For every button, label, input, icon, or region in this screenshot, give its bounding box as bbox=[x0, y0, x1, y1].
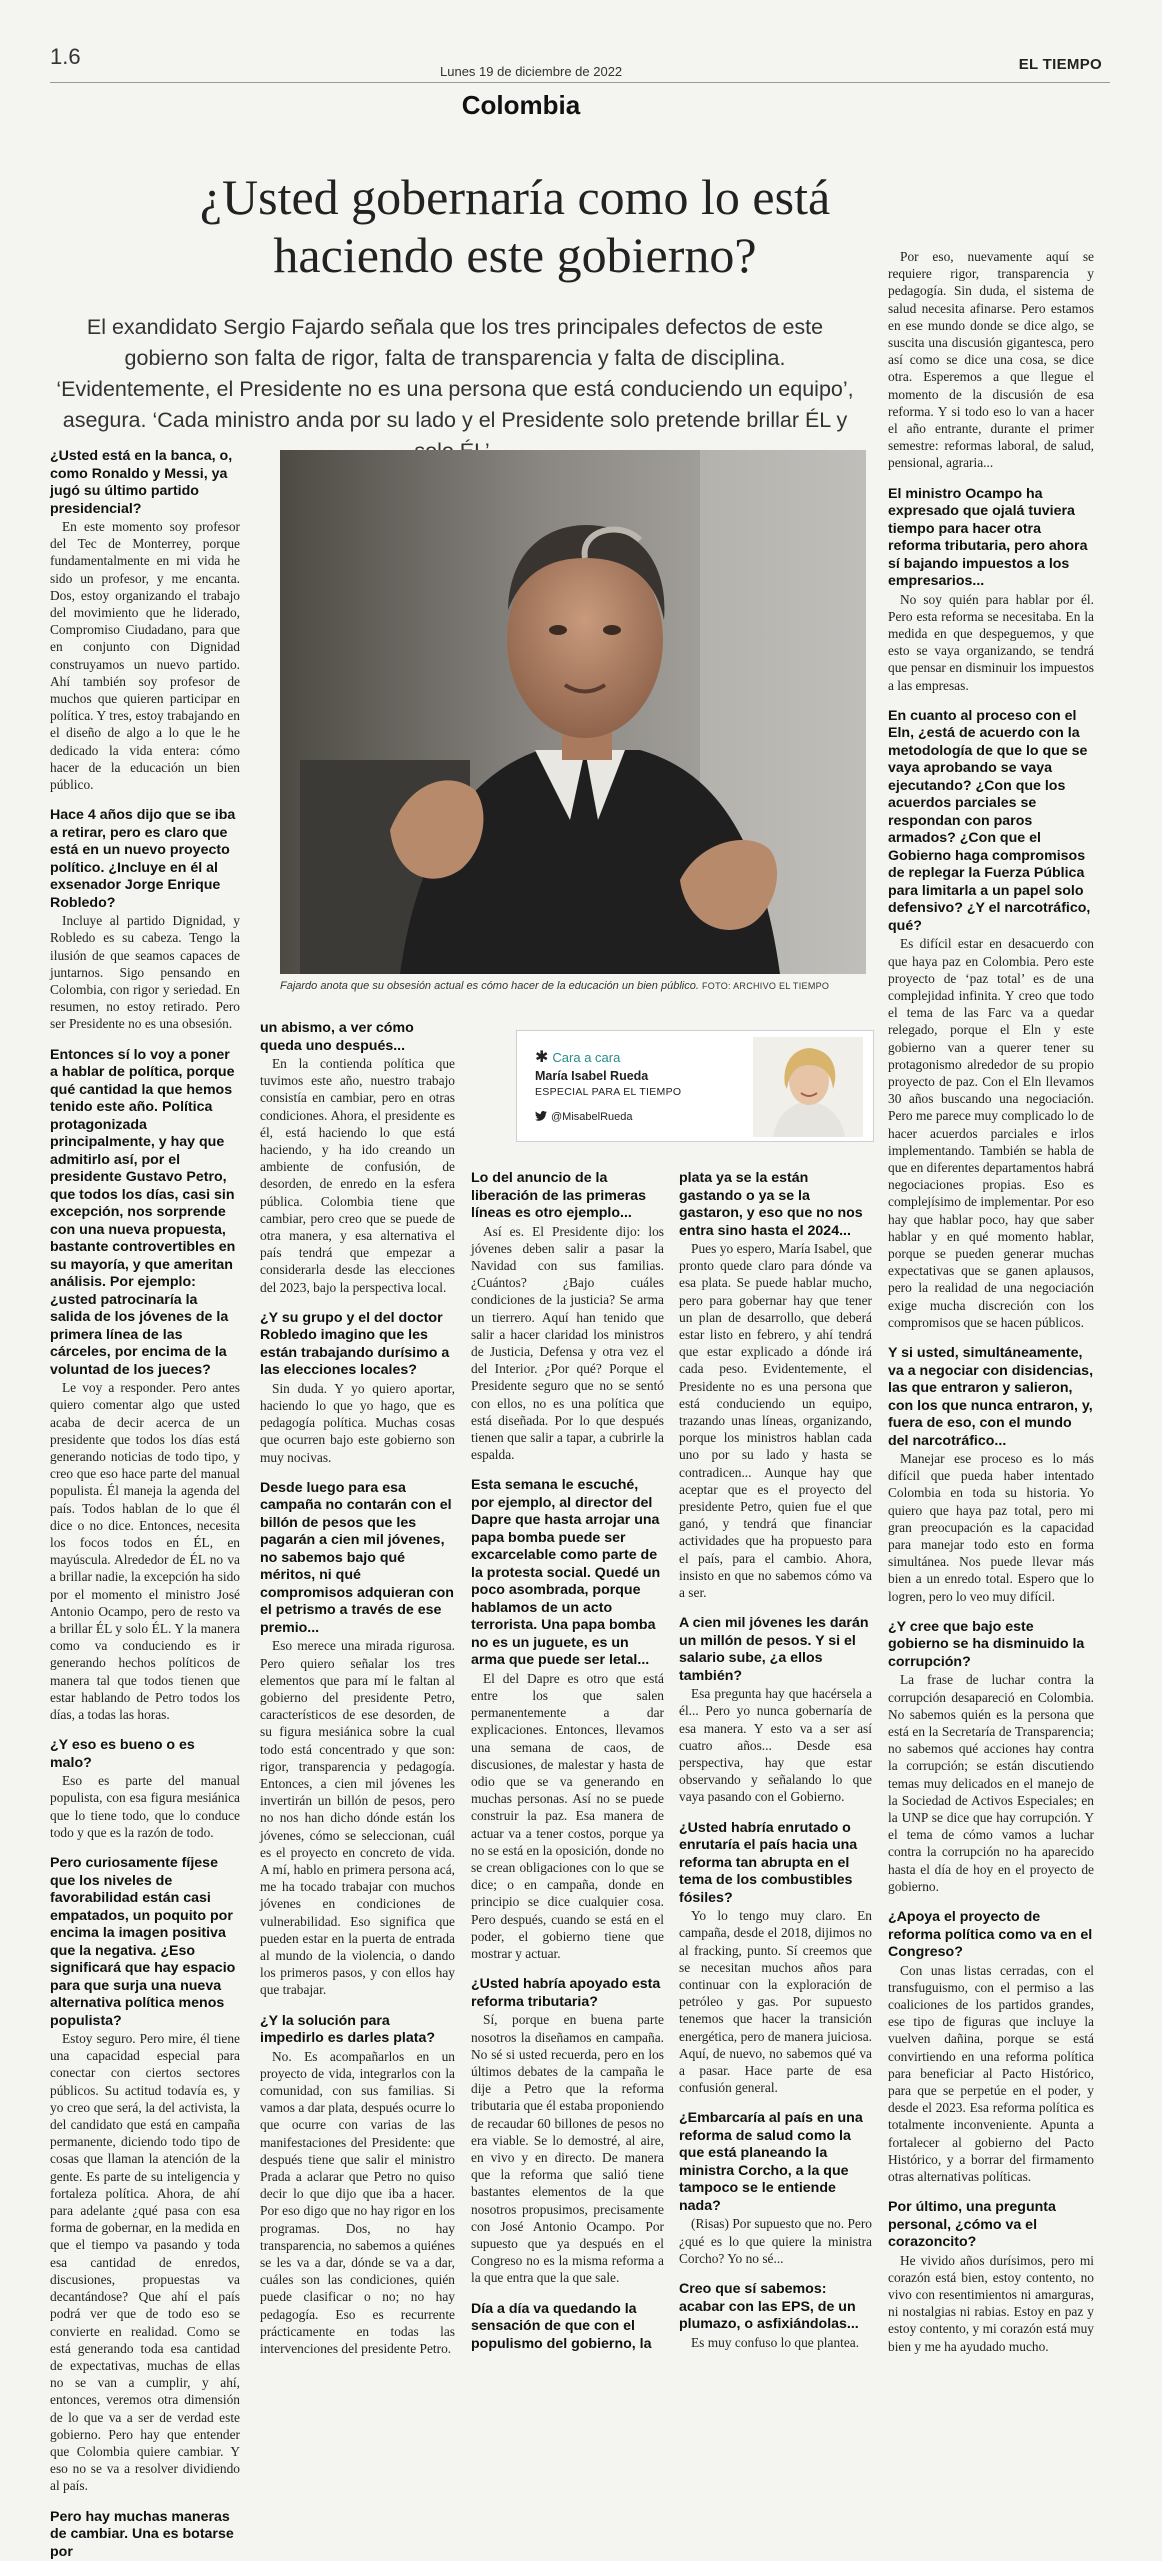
interview-answer: Sin duda. Y yo quiero aportar, haciendo lo que yo hago, que es pedagogía política. Muchas cosas que ocurren bajo este gobierno son muy nocivas. bbox=[260, 1380, 455, 1465]
interview-question: Desde luego para esa campaña no contarán con el billón de pesos que les pagarán a cien mil jóvenes, no sabemos bajo qué méritos, ni qué compromisos adquieran con el petrismo a través de ese premio... bbox=[260, 1479, 454, 1636]
author-name: María Isabel Rueda bbox=[535, 1069, 649, 1083]
interview-answer: El del Dapre es otro que está entre los que salen permanentemente a dar explicaciones. Entonces, llevamos una semana de caos, de discusiones, de malestar y hasta de odio que se va generando en muchas personas. Así no se puede construir la paz. Esa manera de actuar va a tener costos, porque ya no se está en la oposición, donde no se crean obligaciones con lo que se dice; o en campaña, donde en principio se dice cualquier cosa. Pero después, cuando se está en el poder, el gobierno tiene que mostrar y actuar. bbox=[471, 1670, 664, 1962]
interview-question: Pero curiosamente fíjese que los niveles de favorabilidad están casi empatados, un poquito por encima la imagen positiva que la negativa. ¿Eso significará que hay espacio para que surja una nueva alternativa política menos populista? bbox=[50, 1855, 236, 2029]
interview-question: ¿Y su grupo y el del doctor Robledo imagino que les están trabajando durísimo a las elecciones locales? bbox=[260, 1309, 450, 1379]
interview-answer: Por eso, nuevamente aquí se requiere rigor, transparencia y pedagogía. Sin duda, el sistema de salud necesita afinarse. Pero estamos en ese mundo donde se dice algo, se suscita una discusión gigantesca, pero así como se dice una cosa, se dice otra. Esperemos a que llegue el momento de la discusión de esa reforma. Y si todo eso lo van a hacer el año entrante, durante el primer semestre: reformas laboral, de salud, pensional, agraria... bbox=[888, 249, 1094, 471]
photo-caption bbox=[280, 980, 866, 992]
interview-answer: En este momento soy profesor del Tec de Monterrey, porque fundamentalmente en mi vida he sido un profesor, y me encanta. Dos, estoy organizando el trabajo del movimiento que he liderado, Compromiso Ciudadano, para que en conjunto con Dignidad construyamos un nuevo partido. Ahí también soy profesor de muchos que quieren participar en política. Y tres, estoy trabajando en el diseño de algo a lo que le he dedicado la vida entera: cómo hacer de la educación un bien público. bbox=[50, 519, 240, 793]
author-role: ESPECIAL PARA EL TIEMPO bbox=[535, 1086, 682, 1098]
interview-answer: No soy quién para hablar por él. Pero esta reforma se necesitaba. En la medida en que despeguemos, y que esto se vaya organizando, se tendrá que pensar en disminuir los impuestos a las empresas. bbox=[888, 591, 1094, 693]
newspaper-name: EL TIEMPO bbox=[1018, 56, 1102, 73]
column-3 bbox=[471, 1170, 664, 2353]
interview-question: Día a día va quedando la sensación de que con el populismo del gobierno, la bbox=[471, 2300, 652, 2352]
twitter-icon bbox=[535, 1111, 547, 1121]
caption-text: Fajardo anota que su obsesión actual es cómo hacer de la educación un bien público. bbox=[280, 980, 699, 992]
interview-question: Creo que sí sabemos: acabar con las EPS, de un plumazo, o asfixiándolas... bbox=[679, 2281, 859, 2333]
interview-question: ¿Usted habría apoyado esta reforma tributaria? bbox=[471, 1976, 661, 2010]
interview-answer: En la contienda política que tuvimos este año, nuestro trabajo consistía en cambiar, pero en otras condiciones. Ahora, el presidente es él, está haciendo lo que está haciendo, y ha ido creando un ambiente de confusión, de desorden, de enredo en la esfera pública. Colombia tiene que cambiar, pero creo que se puede de otra manera, y esa alternativa el país tendrá que empezar a considerarla desde las elecciones del 2023, bajo la perspectiva local. bbox=[260, 1056, 455, 1295]
interview-question: ¿Y la solución para impedirlo es darles plata? bbox=[260, 2012, 436, 2047]
author-portrait bbox=[753, 1037, 863, 1137]
interview-answer: (Risas) Por supuesto que no. Pero ¿qué es lo que quiere la ministra Corcho? Yo no sé... bbox=[679, 2216, 872, 2266]
header-rule bbox=[50, 82, 1110, 83]
interview-answer: No. Es acompañarlos en un proyecto de vida, integrarlos con la comunidad, con sus familias. Si vamos a dar plata, después ocurre lo que ocurre con varias de las manifestaciones del Presidente: que después tiene que salir el ministro Prada a aclarar que Petro no quiso decir lo que dijo que iba a hacer. Por eso digo que no hay rigor en los programas. Dos, no hay transparencia, no sabemos a quiénes se les va a dar, dónde se va a dar, cuáles son las condiciones, quién puede clasificar o no; no hay pedagogía. Eso es recurrente prácticamente en todas las intervenciones del presidente Petro. bbox=[260, 2048, 455, 2357]
interview-question: Esta semana le escuché, por ejemplo, al director del Dapre que hasta arrojar una papa bomba puede ser excarcelable como parte de la protesta social. Quedé un poco asombrada, porque hablamos de un acto terrorista. Una papa bomba no es un juguete, es un arma que puede ser letal... bbox=[471, 1477, 661, 1669]
interview-question: ¿Usted está en la banca, o, como Ronaldo y Messi, ya jugó su último partido presidencial? bbox=[50, 448, 233, 517]
handle-text: @MisabelRueda bbox=[551, 1111, 633, 1123]
interview-answer: Estoy seguro. Pero mire, él tiene una capacidad especial para conectar con ciertos sectores públicos. Su actitud todavía es, y yo creo que será, la del activista, la del candidato que está en campaña permanente, diciendo todo tipo de cosas que llaman la atención de la gente. Es parte de su inteligencia y fortaleza política. Ahora, de ahí para adelante ¿qué pasa con esa forma de gobernar, en la medida en que el tiempo va pasando y toda esa cantidad de enredos, discusiones, propuestas va decantándose? Que ahí el país podrá ver que de todo eso se convierte en realidad. Como se está generando toda esa cantidad de expectativas, muchas de ellas no se van a cumplir, y ahí, entonces, veremos otra dimensión de lo que va a ser de verdad este gobierno. Pero hay que entender que Colombia quiere cambiar. Y eso no se va a resolver dividiendo al país. bbox=[50, 2031, 240, 2494]
interview-question: Pero hay muchas maneras de cambiar. Una es botarse por bbox=[50, 2508, 234, 2560]
interview-question: ¿Apoya el proyecto de reforma política como va en el Congreso? bbox=[888, 1909, 1093, 1960]
column-1 bbox=[50, 448, 240, 2561]
interview-answer: Esa pregunta hay que hacérsela a él... Pero yo nunca gobernaría de esa manera. Y esto va a ser así cuatro años... Desde esa perspectiva, hay que estar observando y señalando lo que vaya pasando con el Gobierno. bbox=[679, 1686, 872, 1805]
interview-answer: Manejar ese proceso es lo más difícil que pueda haber intentado Colombia en toda su historia. Yo quiero que haya paz total, pero mi gran preocupación es la capacidad para manejar todo esto en forma simultánea. Nos puede llevar más bien a un enredo total. Espero que lo logren, pero lo veo muy difícil. bbox=[888, 1451, 1094, 1604]
page-number: 1.6 bbox=[50, 44, 81, 69]
interview-answer: Con unas listas cerradas, con el transfuguismo, con el permiso a las coaliciones de los partidos grandes, ese tipo de figuras que incluye la vuelven dañina, porque se está convirtiendo en una reforma política para beneficiar al Pacto Histórico, para que se perpetúe en el poder, y desde el 2023. Esa reforma política es totalmente inconveniente. Apunta a fortalecer al gobierno del Pacto Histórico, y a borrar del firmamento otras alternativas políticas. bbox=[888, 1962, 1094, 2184]
kicker-label: Cara a cara bbox=[552, 1050, 621, 1065]
column-4 bbox=[679, 1170, 872, 2351]
interview-question: Por último, una pregunta personal, ¿cómo va el corazoncito? bbox=[888, 2199, 1056, 2251]
section-title: Colombia bbox=[461, 90, 581, 120]
asterisk-icon: ✱ bbox=[535, 1049, 549, 1066]
column-2 bbox=[260, 1020, 455, 2357]
author-box bbox=[516, 1030, 874, 1142]
interview-question: A cien mil jóvenes les darán un millón de pesos. Y si el salario sube, ¿a ellos también? bbox=[679, 1615, 869, 1684]
date-weekday: Lunes bbox=[440, 64, 476, 79]
headline: ¿Usted gobernaría como lo está haciendo este gobierno? bbox=[199, 169, 831, 283]
interview-question: ¿Usted habría enrutado o enrutaría el país hacia una reforma tan abrupta en el tema de los combustibles fósiles? bbox=[679, 1819, 858, 1906]
interview-answer: Yo lo tengo muy claro. En campaña, desde el 2018, dijimos no al fracking, punto. Sí creemos que se necesitan muchos años para continuar con la exploración de petróleo y gas. Por supuesto tenemos que hacer la transición energética, pero de manera juiciosa. Aquí, de nuevo, no sabemos qué va a pasar. Hace parte de esa confusión general. bbox=[679, 1908, 872, 2096]
interview-answer: He vivido años durísimos, pero mi corazón está bien, estoy contento, no vivo con resentimientos ni amarguras, ni nostalgias ni rabias. Estoy en paz y estoy contento, y mi corazón está muy bien y me ha ayudado mucho. bbox=[888, 2252, 1094, 2354]
interview-question: Entonces sí lo voy a poner a hablar de política, porque qué cantidad la que hemos tenido este año. Política protagonizada principalmente, y hay que admitirlo así, por el presidente Gustavo Petro, que todos los días, casi sin excepción, nos sorprende con una nueva propuesta, bastante controvertibles en su mayoría, y que ameritan análisis. Por ejemplo: ¿usted patrocinaría la salida de los jóvenes de la primera línea de las cárceles, por encima de la voluntad de los jueces? bbox=[50, 1046, 236, 1378]
interview-answer: Sí, porque en buena parte nosotros la diseñamos en campaña. No sé si usted recuerda, pero en los últimos debates de la campaña le dije a Petro que la reforma tributaria que él estaba proponiendo de recaudar 60 billones de pesos no era viable. Se lo demostré, al aire, en vivo y en directo. De manera que la reforma que salió tiene bastantes elementos de la que nosotros propusimos, precisamente con José Antonio Ocampo. Por supuesto que ya después en el Congreso no es la misma reforma a la que entra que la que sale. bbox=[471, 2012, 664, 2286]
interview-question: ¿Embarcaría al país en una reforma de salud como la que está planeando la ministra Corcho, a la que tampoco se le entiende nada? bbox=[679, 2110, 863, 2214]
interview-answer: Eso merece una mirada rigurosa. Pero quiero señalar los tres elementos que para mí le faltan al gobierno del presidente Petro, característicos de ese desorden, de su figura mesiánica sobre la cual todo está concentrado y que son: rigor, transparencia y pedagogía. Entonces, a cien mil jóvenes les invertirán un billón de pesos, pero no nos han dicho dónde están los jóvenes, cómo se seleccionan, cuál es el proyecto en concreto de vida. A mí, hablo en primera persona acá, me ha tocado trabajar con muchos jóvenes en condiciones de vulnerabilidad. Eso significa que pueden estar en la puerta de entrada al mundo de la violencia, o dando los primeros pasos, y con ellos hay que trabajar. bbox=[260, 1638, 455, 1998]
interview-answer: Le voy a responder. Pero antes quiero comentar algo que usted acaba de decir acerca de un presidente que todos los días está generando noticias de todo tipo, y creo que eso hace parte del manual populista. Él maneja la agenda del país. Todos hablan de lo que él dice o no dice. Entonces, necesita los focos todos en ÉL, en mayúscula. Alrededor de ÉL no va a brillar nadie, la excepción ha sido por el momento el ministro José Antonio Ocampo, pero de resto va a brillar ÉL y solo ÉL. Y la manera como va conduciendo es ir generando hechos políticos de manera tal que todos tienen que estar hablando de Petro todos los días, a todas las horas. bbox=[50, 1380, 240, 1723]
interview-question: plata ya se la están gastando o ya se la gastaron, y eso que no nos entra sino hasta el 2024... bbox=[679, 1170, 863, 1239]
date-rest: 19 de diciembre de 2022 bbox=[479, 64, 623, 79]
column-5 bbox=[888, 248, 1094, 2355]
dek: El exandidato Sergio Fajardo señala que los tres principales defectos de este gobierno son falta de rigor, falta de transparencia y falta de disciplina. ‘Evidentemente, el Presidente no es una persona que está conduciendo un equipo’, asegura. ‘Cada ministro anda por su lado y el Presidente solo pretende brillar ÉL y bbox=[56, 315, 854, 432]
interview-answer: La frase de luchar contra la corrupción desapareció en Colombia. No sabemos quién es la persona que está en la Secretaría de Transparencia; no sabemos qué acciones hay contra la corrupción; se están discutiendo temas muy delicados en el manejo de la Sociedad de Activos Especiales; en la UNP se dice que hay corrupción. Y el tema de cómo vamos a luchar contra la corrupción no ha aparecido hasta el día de hoy en el proyecto de gobierno. bbox=[888, 1672, 1094, 1894]
interview-question: Lo del anuncio de la liberación de las primeras líneas es otro ejemplo... bbox=[471, 1170, 647, 1221]
interview-answer: Es muy confuso lo que plantea. bbox=[691, 2334, 860, 2350]
photo-illustration bbox=[280, 450, 866, 974]
author-handle bbox=[535, 1111, 633, 1123]
interview-question: ¿Y cree que bajo este gobierno se ha disminuido la corrupción? bbox=[888, 1618, 1085, 1670]
interview-answer: Es difícil estar en desacuerdo con que haya paz en Colombia. Pero este proyecto de ‘paz total’ es de una complejidad infinita. Y creo que todo el tema de las Farc va a quedar relegado, porque el Eln y este gobierno van a querer tener su protagonismo alrededor de su propio proyecto de paz. Con el Eln llevamos 30 años buscando una negociación. Pero me parece muy complicado lo de hacer acuerdos parciales e irlos implementando. También se habla de que en diferentes departamentos habrá negociaciones propias. Eso es complejísimo de implementar. Por eso hay que hablar poco, hay que saber hablar y en qué momento hablar, porque se pueden generar muchas expectativas que se ganen aplausos, pero la realidad de una negociación exige mucha discreción con los compromisos que se hacen públicos. bbox=[888, 936, 1094, 1330]
interview-question: Y si usted, simultáneamente, va a negociar con disidencias, las que entraron y salieron, con los que nunca entraron, y, fuera de eso, con el mundo del narcotráfico... bbox=[888, 1345, 1094, 1449]
interview-question: El ministro Ocampo ha expresado que ojalá tuviera tiempo para hacer otra reforma tributaria, pero ahora sí bajando impuestos a los empresarios... bbox=[888, 485, 1088, 590]
interview-question: ¿Y eso es bueno o es malo? bbox=[50, 1737, 195, 1771]
author-kicker bbox=[535, 1047, 620, 1067]
photo-credit: FOTO: ARCHIVO EL TIEMPO bbox=[701, 981, 830, 991]
interview-answer: Pues yo espero, María Isabel, que pronto quede claro para dónde va esa plata. Se puede hablar mucho, pero para gobernar hay que tener un plan de desarrollo, que deberá estar listo en febrero, y ahí tendrá que estar explicado a dónde irá cada peso. Evidentemente, el Presidente no es una persona que está conduciendo un equipo, trazando unas líneas, organizando, porque los ministros hablan cada uno por su lado y hasta se contradicen... Aunque hay que aceptar que es el proyecto del presidente Petro, quien fue el que ganó, y tendrá que financiar actividades que ha propuesto para el país, para el cambio. Ahora, insisto en que no sabemos cómo va a ser. bbox=[679, 1241, 872, 1601]
interview-answer: Eso es parte del manual populista, con esa figura mesiánica que lo tiene todo, que lo conduce todo y que es la razón de todo. bbox=[50, 1773, 240, 1840]
issue-date bbox=[440, 64, 622, 79]
interviewee-photo bbox=[280, 450, 866, 974]
interview-question: un abismo, a ver cómo queda uno después... bbox=[260, 1020, 414, 1054]
interview-question: En cuanto al proceso con el Eln, ¿está de acuerdo con la metodología de que lo que se vaya aprobando se vaya ejecutando? ¿Con que los acuerdos parciales se respondan con paros armados? ¿Con que el Gobierno haga compromisos de replegar la Fuerza Pública para limitarla a un papel solo defensivo? ¿Y el narcotráfico, qué? bbox=[888, 707, 1091, 934]
interview-answer: Así es. El Presidente dijo: los jóvenes deben salir a pasar la Navidad con sus familias. ¿Cuántos? ¿Bajo cuáles condiciones de la justicia? Se arma un tierrero. Aquí han tenido que salir a hacer claridad los ministros de Justicia, Defensa y otra vez el del Interior. ¿Por qué? Porque el Presidente seguro que no se sentó con ellos, no es una política que está diseñada. Por lo que después tienen que salir a tapar, a cubrirle la espalda. bbox=[471, 1223, 664, 1463]
interview-answer: Incluye al partido Dignidad, y Robledo es su cabeza. Tengo la ilusión de que seamos capaces de juntarnos. Sigo pensando en Colombia, con rigor y seriedad. En resumen, no estoy retirado. Pero ser Presidente no es una obsesión. bbox=[50, 913, 240, 1032]
interview-question: Hace 4 años dijo que se iba a retirar, pero es claro que está en un nuevo proyecto político. ¿Incluye en él al exsenador Jorge Enrique Robledo? bbox=[50, 807, 236, 911]
